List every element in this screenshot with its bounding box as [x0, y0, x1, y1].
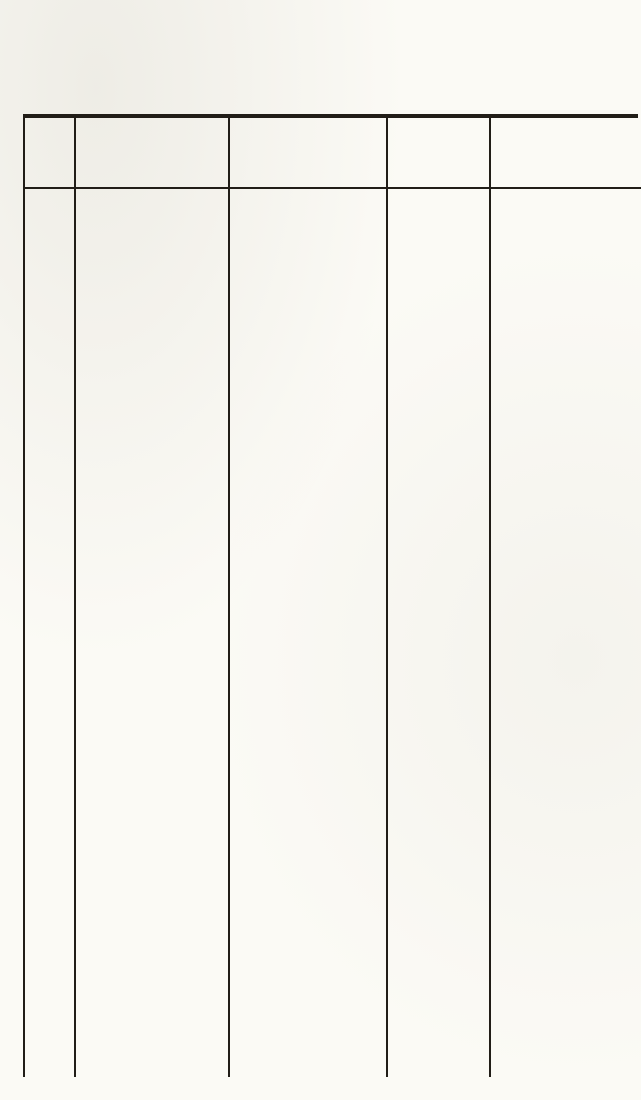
table-top-border — [23, 114, 638, 118]
col-divider-1 — [74, 114, 76, 1077]
col-divider-2 — [228, 114, 230, 1077]
col-header-number — [23, 126, 75, 184]
table-border-left — [23, 114, 25, 1077]
watermark-diagonal-text — [0, 1042, 53, 1094]
table-header-border — [23, 187, 641, 189]
col-divider-4 — [489, 114, 491, 1077]
col-divider-3 — [386, 114, 388, 1077]
